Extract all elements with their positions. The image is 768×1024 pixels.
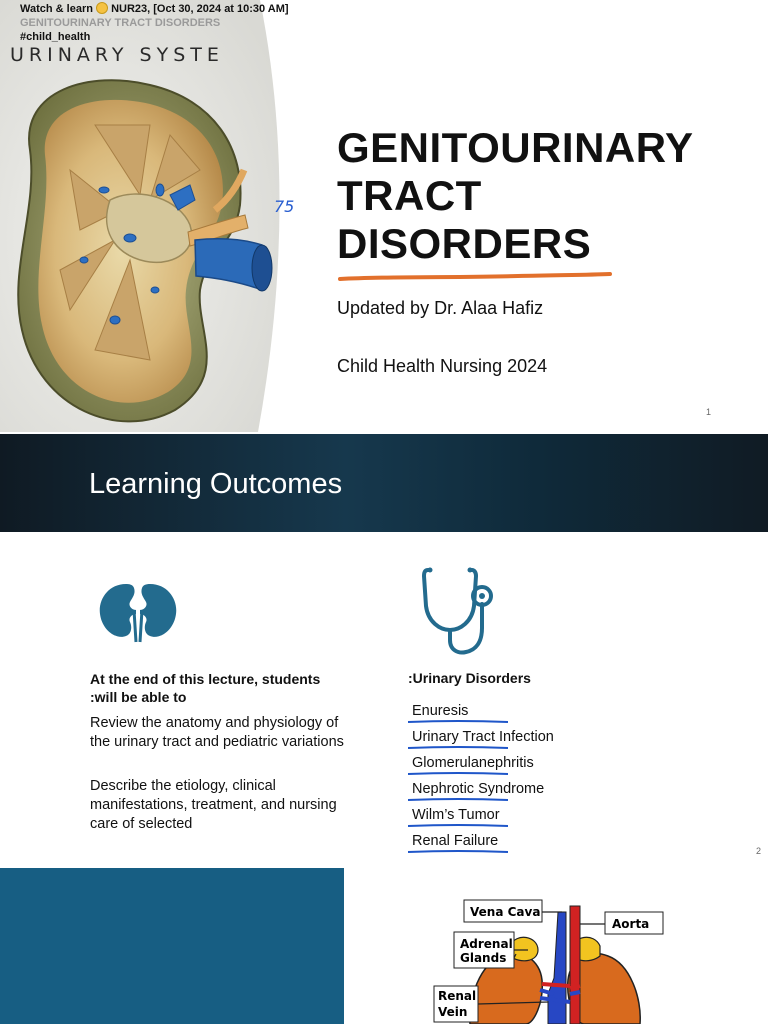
outcomes-intro <box>90 670 360 706</box>
label-adrenal-1: Adrenal <box>460 937 513 951</box>
slide-number: 1 <box>706 407 712 417</box>
header-prefix: Watch & learn <box>20 3 93 15</box>
title-accent-underline <box>338 270 613 284</box>
color-panel <box>0 868 344 1024</box>
header-meta: NUR23, [Oct 30, 2024 at 10:30 AM] <box>111 3 289 15</box>
title-line-3: DISORDERS <box>337 220 592 267</box>
label-renal-2: Vein <box>438 1005 468 1019</box>
list-item <box>412 802 554 828</box>
pen-underline <box>408 746 508 749</box>
intro-line-2: :will be able to <box>90 689 187 705</box>
disorders-list <box>412 698 554 854</box>
list-item <box>412 750 554 776</box>
objective-2: Describe the etiology, clinical manifestations, treatment, and nursing care of selected <box>90 778 337 832</box>
renal-anatomy-diagram <box>430 898 680 1024</box>
list-item <box>412 724 554 750</box>
slide-anatomy <box>0 868 768 1024</box>
author-line: Updated by Dr. Alaa Hafiz <box>337 298 544 318</box>
kidneys-icon <box>96 580 180 644</box>
list-item <box>412 698 554 724</box>
disorder-label: Renal Failure <box>412 833 499 849</box>
urinary-system-banner: URINARY SYSTE <box>10 44 224 66</box>
message-header <box>20 2 320 44</box>
disorder-label: Glomerulanephritis <box>412 755 534 771</box>
label-adrenal-2: Glands <box>460 951 507 965</box>
disorders-heading: :Urinary Disorders <box>408 670 531 686</box>
handwritten-annotation <box>272 196 304 216</box>
slide-title <box>0 0 768 432</box>
emoji-icon <box>96 2 108 14</box>
title-line-1: GENITOURINARY <box>337 124 694 171</box>
slide-title-text <box>337 124 757 268</box>
label-vena-cava: Vena Cava <box>470 905 541 919</box>
label-aorta: Aorta <box>612 917 650 931</box>
slide-learning-outcomes <box>0 434 768 866</box>
pen-underline <box>408 798 508 801</box>
disorder-label: Wilm’s Tumor <box>412 807 500 823</box>
title-line-2: TRACT <box>337 172 482 219</box>
stethoscope-icon <box>422 566 494 656</box>
intro-line-1: At the end of this lecture, students <box>90 671 321 687</box>
disorder-label: Urinary Tract Infection <box>412 729 554 745</box>
pen-underline <box>408 850 508 853</box>
list-item <box>412 828 554 854</box>
pen-underline <box>408 772 508 775</box>
list-item <box>412 776 554 802</box>
pen-underline <box>408 824 508 827</box>
header-line-1 <box>20 2 320 16</box>
course-line: Child Health Nursing 2024 <box>337 356 548 376</box>
disorder-label: Enuresis <box>412 703 469 719</box>
objective-1: Review the anatomy and physiology of the urinary tract and pediatric variations <box>90 715 344 750</box>
slide-number: 2 <box>756 846 762 856</box>
label-renal-1: Renal <box>438 989 477 1003</box>
pen-underline <box>408 720 508 723</box>
header-line-2: GENITOURINARY TRACT DISORDERS <box>20 17 221 29</box>
disorder-label: Nephrotic Syndrome <box>412 781 545 797</box>
svg-text:75: 75 <box>274 197 295 216</box>
header-line-3: #child_health <box>20 31 91 43</box>
slide-heading: Learning Outcomes <box>89 468 343 500</box>
